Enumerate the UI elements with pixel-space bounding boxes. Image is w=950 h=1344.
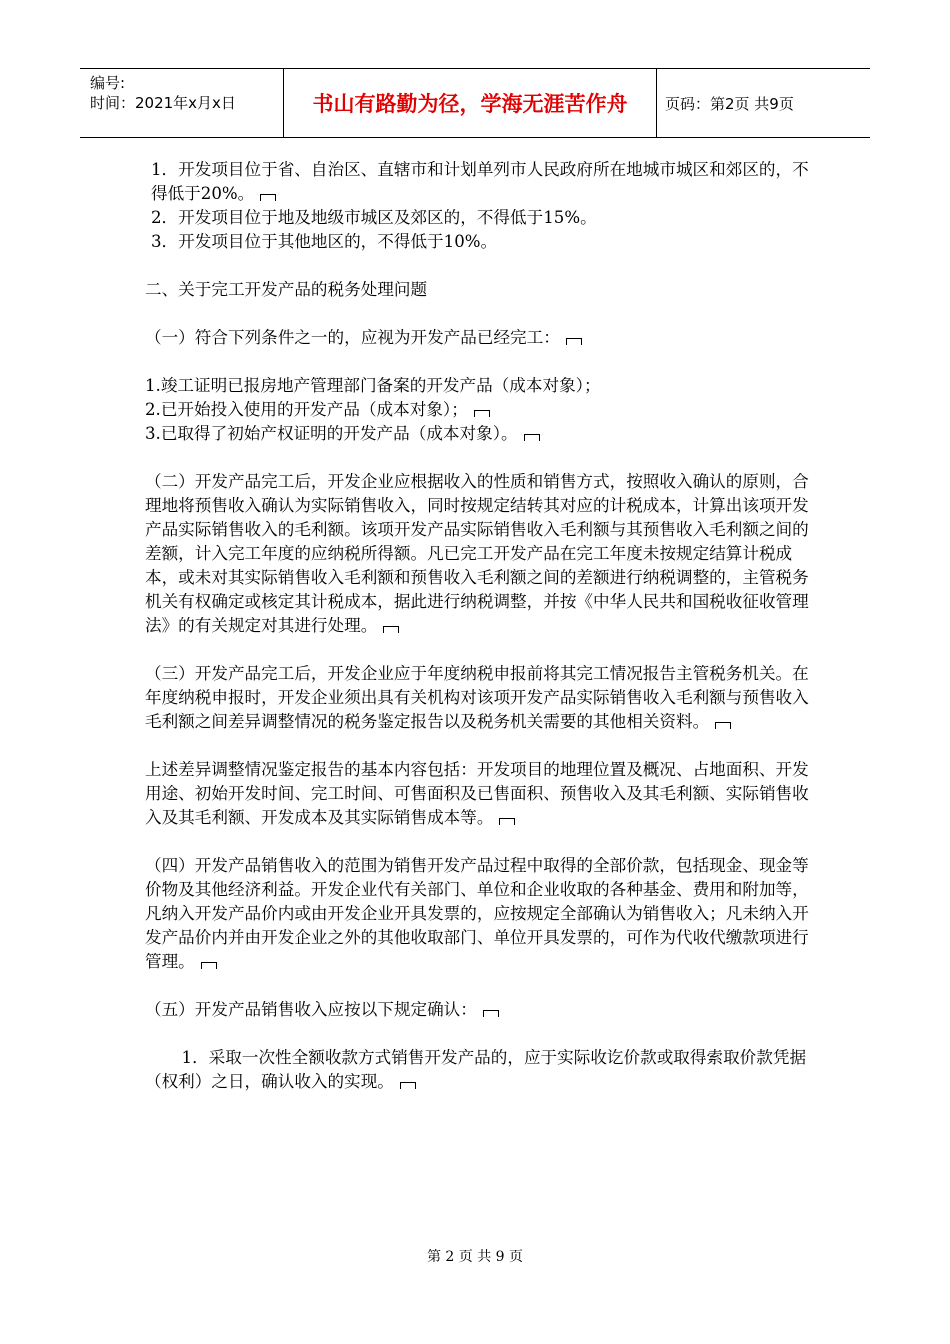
paragraph-mark-icon <box>201 962 217 969</box>
document-body <box>145 158 820 1094</box>
list-item <box>145 422 820 446</box>
header-meta <box>80 69 284 137</box>
paragraph <box>145 758 820 830</box>
paragraph-mark-icon <box>400 1082 416 1089</box>
paragraph-mark-icon <box>524 434 540 441</box>
list-item: 1.竣工证明已报房地产管理部门备案的开发产品（成本对象）； <box>145 376 601 395</box>
paragraph-mark-icon <box>474 410 490 417</box>
paragraph-mark-icon <box>715 722 731 729</box>
document-number-label: 编号: <box>90 74 126 92</box>
paragraph-mark-icon <box>260 194 276 201</box>
paragraph <box>145 326 820 350</box>
paragraph-text: （五）开发产品销售收入应按以下规定确认： <box>145 1000 477 1019</box>
page-footer: 第 2 页 共 9 页 <box>426 1249 524 1265</box>
paragraph <box>145 158 820 206</box>
paragraph-text: 1．开发项目位于省、自治区、直辖市和计划单列市人民政府所在地城市城区和郊区的，不得低于20%。 <box>151 160 809 203</box>
list-item-text: 3.已取得了初始产权证明的开发产品（成本对象）。 <box>145 424 518 443</box>
paragraph <box>145 854 820 974</box>
paragraph-mark-icon <box>499 818 515 825</box>
document-time-label: 时间：2021年x月x日 <box>90 94 236 112</box>
list-item-text: 2.已开始投入使用的开发产品（成本对象）； <box>145 400 468 419</box>
header-page-number: 页码：第2页 共9页 <box>665 94 794 113</box>
paragraph-mark-icon <box>383 626 399 633</box>
page-header <box>80 68 870 138</box>
paragraph: 3．开发项目位于其他地区的，不得低于10%。 <box>151 232 498 251</box>
paragraph <box>145 662 820 734</box>
paragraph-text: （四）开发产品销售收入的范围为销售开发产品过程中取得的全部价款，包括现金、现金等价物及其他经济利益。开发企业代有关部门、单位和企业收取的各种基金、费用和附加等，凡纳入开发产品价内或由开发企业开具发票的，应按规定全部确认为销售收入；凡未纳入开发产品价内并由开发企业之外的其他收取部门、单位开具发票的，可作为代收代缴款项进行管理。 <box>145 856 809 971</box>
paragraph-text: 1．采取一次性全额收款方式销售开发产品的，应于实际收讫价款或取得索取价款凭据（权利）之日，确认收入的实现。 <box>145 1048 807 1091</box>
header-motto: 书山有路勤为径，学海无涯苦作舟 <box>284 69 657 137</box>
paragraph-text: （一）符合下列条件之一的，应视为开发产品已经完工： <box>145 328 560 347</box>
paragraph <box>145 1046 820 1094</box>
list-item <box>145 398 820 422</box>
paragraph-text: （三）开发产品完工后，开发企业应于年度纳税申报前将其完工情况报告主管税务机关。在年度纳税申报时，开发企业须出具有关机构对该项开发产品实际销售收入毛利额与预售收入毛利额之间差异调整情况的税务鉴定报告以及税务机关需要的其他相关资料。 <box>145 664 809 731</box>
paragraph <box>145 470 820 638</box>
section-heading: 二、关于完工开发产品的税务处理问题 <box>145 280 428 299</box>
paragraph-text: 上述差异调整情况鉴定报告的基本内容包括：开发项目的地理位置及概况、占地面积、开发用途、初始开发时间、完工时间、可售面积及已售面积、预售收入及其毛利额、实际销售收入及其毛利额、开发成本及其实际销售成本等。 <box>145 760 809 827</box>
paragraph: 2．开发项目位于地及地级市城区及郊区的，不得低于15%。 <box>151 208 597 227</box>
paragraph-text: （二）开发产品完工后，开发企业应根据收入的性质和销售方式，按照收入确认的原则，合理地将预售收入确认为实际销售收入，同时按规定结转其对应的计税成本，计算出该项开发产品实际销售收入的毛利额。该项开发产品实际销售收入毛利额与其预售收入毛利额之间的差额，计入完工年度的应纳税所得额。凡已完工开发产品在完工年度未按规定结算计税成本，或未对其实际销售收入毛利额和预售收入毛利额之间的差额进行纳税调整的，主管税务机关有权确定或核定其计税成本，据此进行纳税调整，并按《中华人民共和国税收征收管理法》的有关规定对其进行处理。 <box>145 472 809 635</box>
paragraph-mark-icon <box>566 338 582 345</box>
paragraph-mark-icon <box>483 1010 499 1017</box>
paragraph <box>145 998 820 1022</box>
